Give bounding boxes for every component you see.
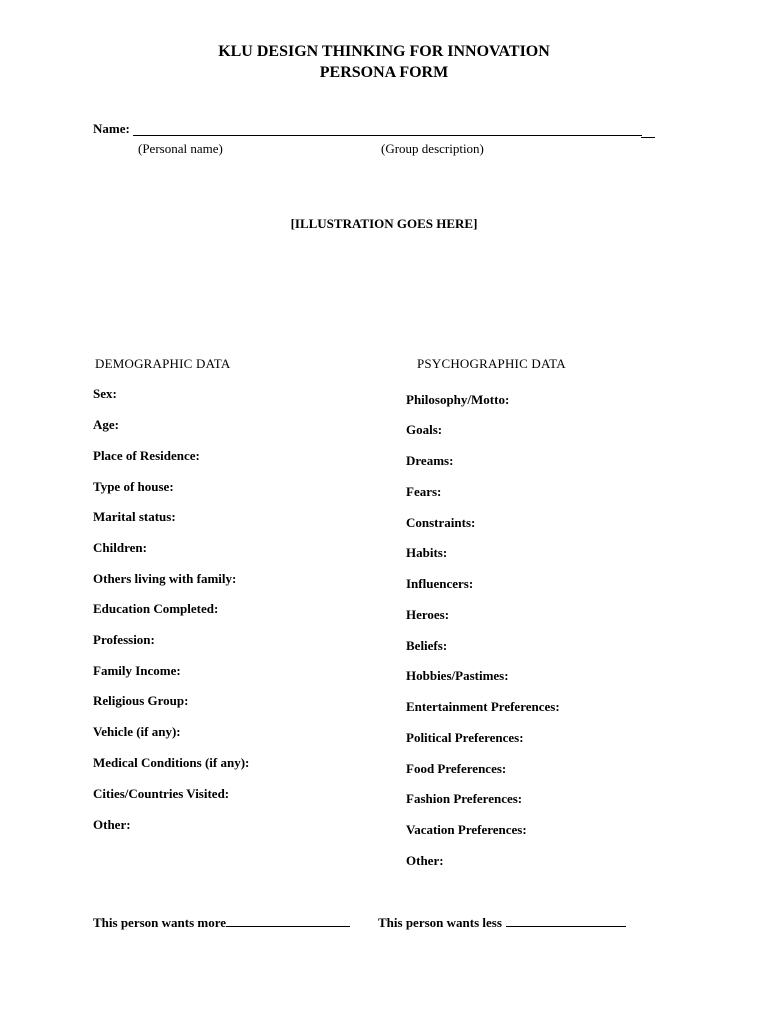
demographic-field: Vehicle (if any): xyxy=(93,724,181,739)
psychographic-field: Beliefs: xyxy=(406,638,448,653)
demographic-field: Type of house: xyxy=(93,479,174,494)
demographic-field: Sex: xyxy=(93,386,117,401)
psychographic-field: Food Preferences: xyxy=(406,761,507,776)
demographic-field: Family Income: xyxy=(93,663,181,678)
demographic-field: Age: xyxy=(93,417,119,432)
demographic-field: Religious Group: xyxy=(93,693,189,708)
psychographic-field: Political Preferences: xyxy=(406,730,524,745)
psychographic-field: Goals: xyxy=(406,422,443,437)
name-line-tail xyxy=(641,137,655,138)
form-title: KLU DESIGN THINKING FOR INNOVATION xyxy=(218,43,550,60)
psychographic-heading: PSYCHOGRAPHIC DATA xyxy=(417,356,566,371)
demographic-field: Education Completed: xyxy=(93,601,219,616)
psychographic-field: Habits: xyxy=(406,545,448,560)
demographic-heading: DEMOGRAPHIC DATA xyxy=(95,356,231,371)
demographic-field: Others living with family: xyxy=(93,571,237,586)
demographic-field: Profession: xyxy=(93,632,155,647)
group-description-caption: (Group description) xyxy=(381,141,484,156)
wants-less-input-line[interactable] xyxy=(506,914,626,927)
psychographic-field: Heroes: xyxy=(406,607,450,622)
psychographic-field: Constraints: xyxy=(406,515,476,530)
personal-name-caption: (Personal name) xyxy=(138,141,223,156)
psychographic-field: Fashion Preferences: xyxy=(406,791,523,806)
wants-more-input-line[interactable] xyxy=(226,914,350,927)
demographic-field: Marital status: xyxy=(93,509,176,524)
psychographic-field: Hobbies/Pastimes: xyxy=(406,668,509,683)
demographic-field: Place of Residence: xyxy=(93,448,200,463)
psychographic-field: Dreams: xyxy=(406,453,454,468)
name-label: Name: xyxy=(93,121,130,136)
psychographic-field: Philosophy/Motto: xyxy=(406,392,510,407)
wants-less-label: This person wants less xyxy=(378,915,502,930)
demographic-field: Medical Conditions (if any): xyxy=(93,755,250,770)
form-subtitle: PERSONA FORM xyxy=(319,64,449,81)
psychographic-field: Vacation Preferences: xyxy=(406,822,527,837)
demographic-field: Cities/Countries Visited: xyxy=(93,786,230,801)
psychographic-field: Influencers: xyxy=(406,576,474,591)
psychographic-field: Fears: xyxy=(406,484,442,499)
name-input-line[interactable] xyxy=(133,135,642,136)
illustration-placeholder: [ILLUSTRATION GOES HERE] xyxy=(290,216,478,231)
demographic-field: Children: xyxy=(93,540,147,555)
psychographic-field: Entertainment Preferences: xyxy=(406,699,560,714)
wants-more-label: This person wants more xyxy=(93,915,227,930)
psychographic-field: Other: xyxy=(406,853,444,868)
wants-more-row xyxy=(93,914,350,932)
demographic-field: Other: xyxy=(93,817,131,832)
wants-less-row xyxy=(378,914,626,932)
